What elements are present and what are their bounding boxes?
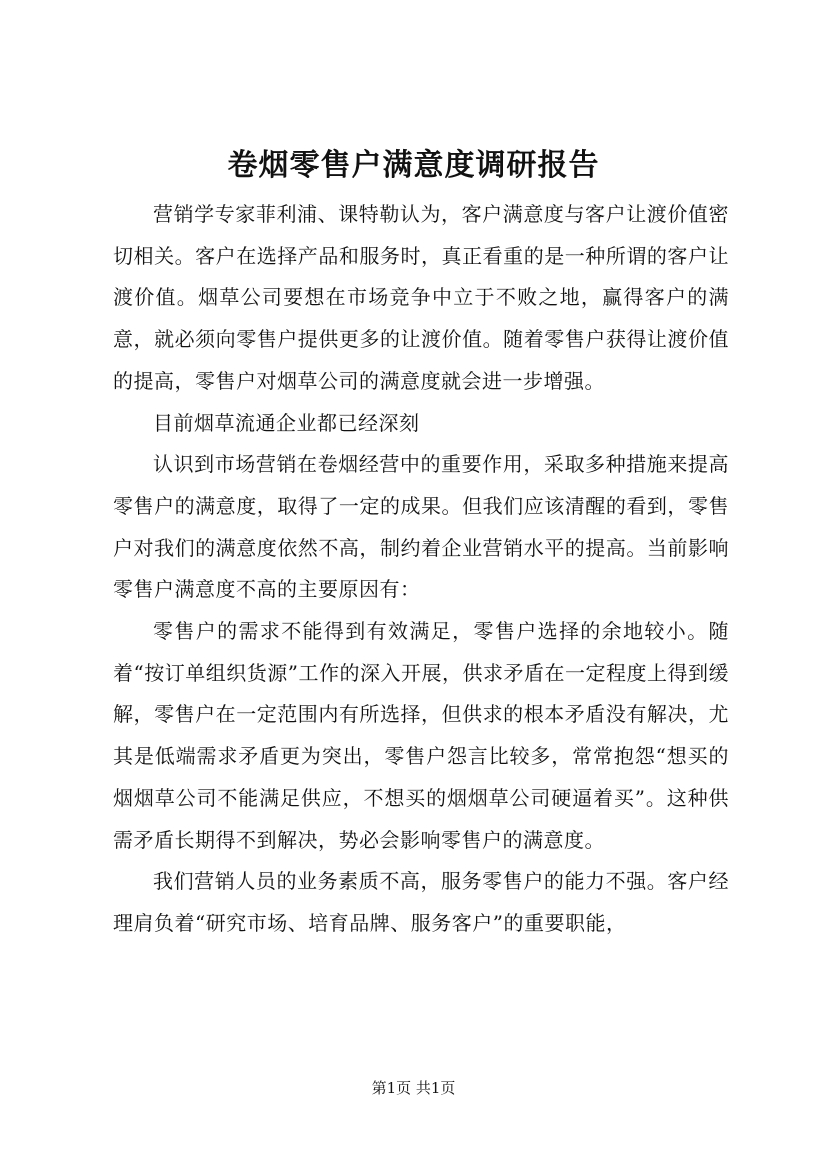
paragraph-3: 认识到市场营销在卷烟经营中的重要作用，采取多种措施来提高零售户的满意度，取得了一定的成果。但我们应该清醒的看到，零售户对我们的满意度依然不高，制约着企业营销水平的提高。当前影响零售户满意度不高的主要原因有： xyxy=(113,452,729,602)
page-number-footer: 第1页 共1页 xyxy=(371,1079,456,1097)
paragraph-5: 我们营销人员的业务素质不高，服务零售户的能力不强。客户经理肩负着“研究市场、培育品牌、服务客户”的重要职能， xyxy=(113,869,729,935)
document-title: 卷烟零售户满意度调研报告 xyxy=(227,148,600,183)
paragraph-2: 目前烟草流通企业都已经深刻 xyxy=(153,410,420,435)
paragraph-1: 营销学专家菲利浦、课特勒认为，客户满意度与客户让渡价值密切相关。客户在选择产品和服务时，真正看重的是一种所谓的客户让渡价值。烟草公司要想在市场竞争中立于不败之地，赢得客户的满意，就必须向零售户提供更多的让渡价值。随着零售户获得让渡价值的提高，零售户对烟草公司的满意度就会进一步增强。 xyxy=(113,202,729,393)
paragraph-4: 零售户的需求不能得到有效满足，零售户选择的余地较小。随着“按订单组织货源”工作的深入开展，供求矛盾在一定程度上得到缓解，零售户在一定范围内有所选择，但供求的根本矛盾没有解决，尤其是低端需求矛盾更为突出，零售户怨言比较多，常常抱怨“想买的烟烟草公司不能满足供应，不想买的烟烟草公司硬逼着买”。这种供需矛盾长期得不到解决，势必会影响零售户的满意度。 xyxy=(113,619,729,852)
document-body xyxy=(113,194,729,945)
